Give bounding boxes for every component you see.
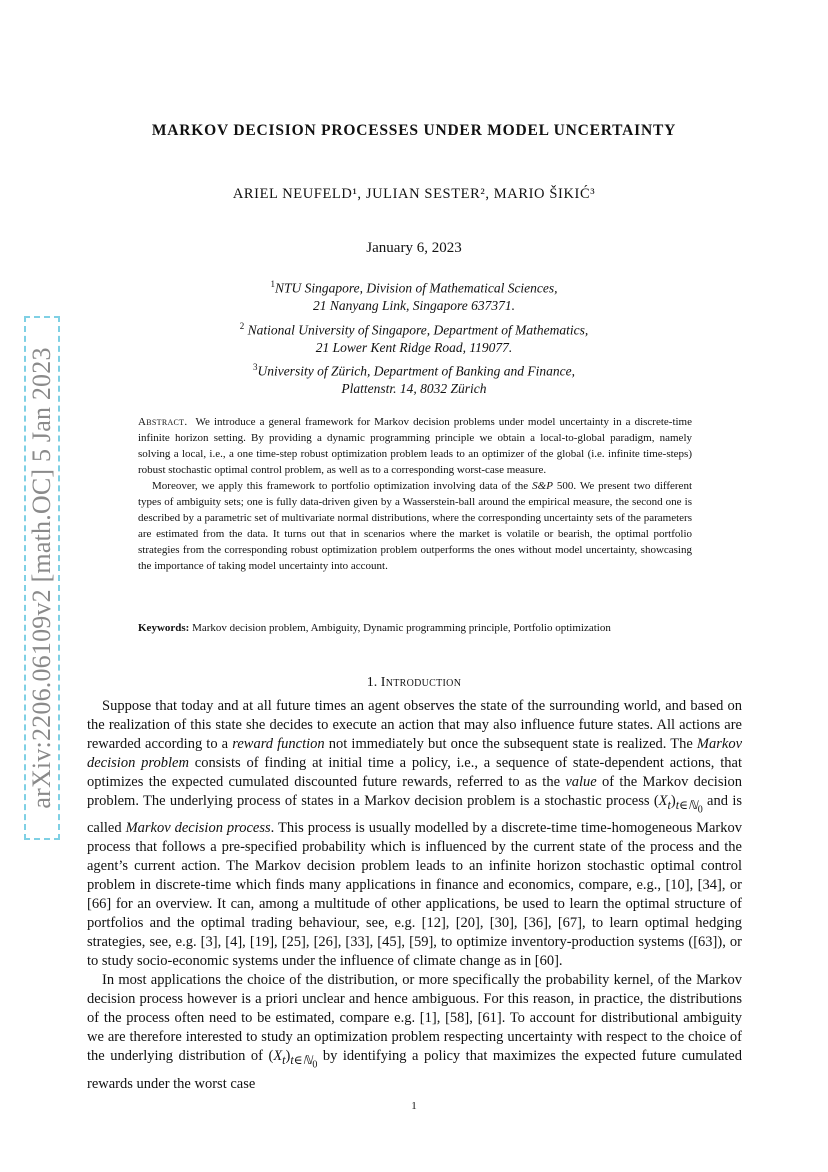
keywords (138, 620, 692, 636)
affiliation-2: $^2$ National University of Singapore, Department of Mathematics, 21 Lower Kent Ridge Road, 119077. (239, 321, 589, 355)
abstract-paragraph-1: Abstract. We introduce a general framework for Markov decision problems under model uncertainty in a discrete-time infinite horizon setting. By providing a dynamic programming principle we obtain a local-to-global paradigm, namely solving a local, i.e., a one time-step robust optimization problem leads to an optimizer of the global (i.e. infinite time-steps) robust stochastic optimal control problem, as well as to a corresponding worst-case measure. (138, 416, 692, 476)
affiliation-3: $^3$University of Zürich, Department of Banking and Finance, Plattenstr. 14, 8032 Zürich (252, 362, 576, 396)
abstract (138, 414, 692, 574)
intro-paragraph-1: Suppose that today and at all future times an agent observes the state of the surrounding world, and based on the realization of this state she decides to execute an action that may also influence future states. All actions are rewarded according to a reward function not immediately but once the subsequent state is realized. The Markov decision problem consists of finding at initial time a policy, i.e., a sequence of state-dependent actions, that optimizes the expected cumulated discounted future rewards, referred to as the value of the Markov decision problem. The underlying process of states in a Markov decision problem is a stochastic process $(X_t)_{t\in ℕ_0}$ and is called Markov decision process. This process is usually modelled by a discrete-time time-homogeneous Markov process that follows a pre-specified probability which is influenced by the current state of the process and the agent’s current action. The Markov decision problem leads to an infinite horizon stochastic optimal control problem in discrete-time which finds many applications in finance and economics, compare, e.g., [10], [34], or [66] for an overview. It can, among a multitude of other applications, be used to learn the optimal structure of portfolios and the optimal trading behaviour, see, e.g. [12], [20], [30], [36], [67], to learn optimal hedging strategies, see, e.g. [3], [4], [19], [25], [26], [33], [45], [59], to optimize inventory-production systems ([63]), or to study socio-economic systems under the influence of climate change as in [60]. (87, 698, 742, 970)
keywords-text: Markov decision problem, Ambiguity, Dynamic programming principle, Portfolio optimization (189, 622, 611, 634)
intro-paragraph-2: In most applications the choice of the distribution, or more specifically the probability kernel, of the Markov decision process however is a priori unclear and hence ambiguous. For this reason, in practice, the distributions of the process often need to be estimated, compare e.g. [1], [58], [61]. To account for distributional ambiguity we are therefore interested to study an optimization problem respecting uncertainty with respect to the choice of the underlying distribution of $(X_t)_{t\in ℕ_0}$ by identifying a policy that maximizes the expected future cumulated rewards under the worst case (87, 972, 742, 1092)
abstract-paragraph-2: Moreover, we apply this framework to portfolio optimization involving data of the S&P 500. We present two different types of ambiguity sets; one is fully data-driven given by a Wasserstein-ball around the empirical measure, the second one is described by a parametric set of multivariate normal distributions, where the corresponding uncertainty sets of the parameters are estimated from the data. It turns out that in scenarios where the market is volatile or bearish, the optimal portfolio strategies from the corresponding robust optimization problem outperforms the ones without model uncertainty, showcasing the importance of taking model uncertainty into account. (138, 480, 692, 572)
paper-authors: ARIEL NEUFELD¹, JULIAN SESTER², MARIO ŠIKIĆ³ (232, 186, 596, 202)
section-heading-introduction: 1. Introduction (366, 675, 462, 690)
affiliation-1: $^1$NTU Singapore, Division of Mathematical Sciences, 21 Nanyang Link, Singapore 637371. (270, 279, 558, 313)
arxiv-identifier-text: arXiv:2206.06109v2 [math.OC] 5 Jan 2023 (27, 347, 56, 809)
abstract-label: Abstract. (138, 416, 188, 428)
keywords-label: Keywords: (138, 622, 190, 634)
paper-title: MARKOV DECISION PROCESSES UNDER MODEL UNCERTAINTY (151, 122, 677, 139)
introduction-body (87, 697, 742, 1094)
paper-date: January 6, 2023 (366, 240, 462, 256)
page-number: 1 (411, 1100, 417, 1112)
